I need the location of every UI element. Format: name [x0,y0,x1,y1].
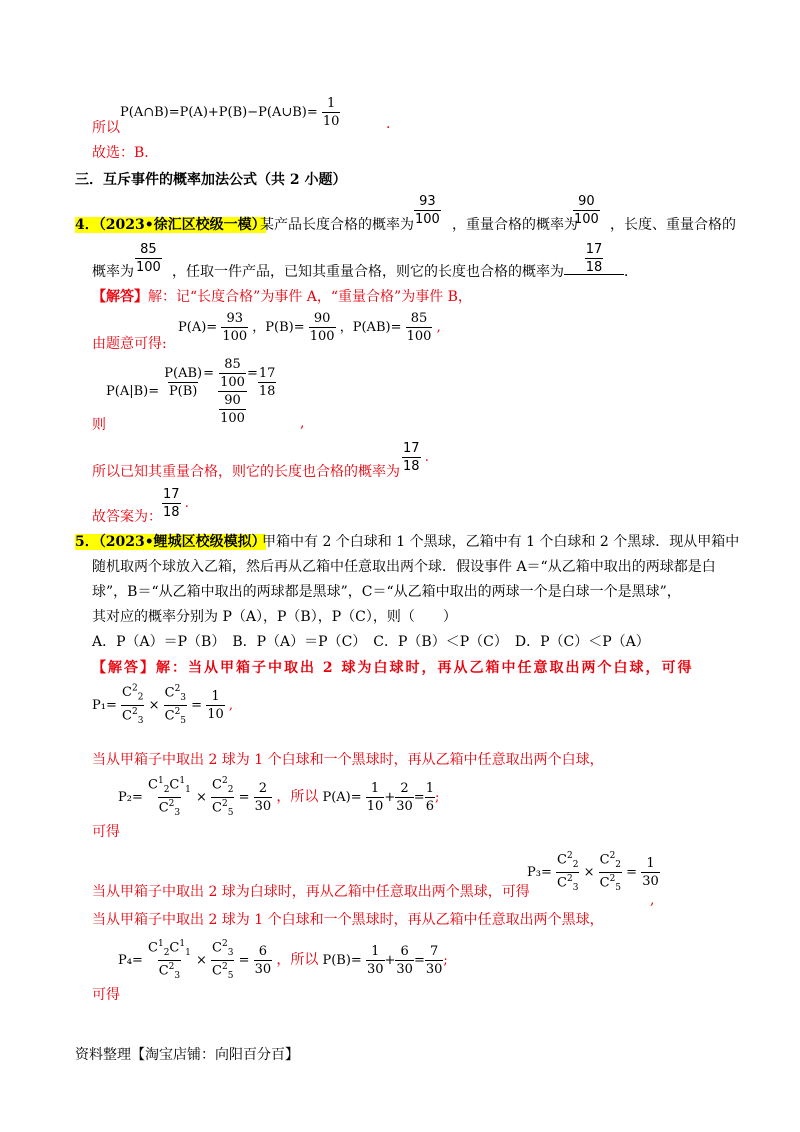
q4-given-label: 由题意可得: [92,336,167,352]
q4-tag: （2023•徐汇区校级一模） [98,217,266,233]
math-token: 2 [131,684,138,694]
q4-line1-b: ，重量合格的概率为 [452,217,578,233]
top-period: . [386,116,391,132]
q4-then-end: , [300,415,305,431]
q4-answer-label: 【解答】 [92,289,148,305]
den: 18 [163,505,180,520]
math-token: + [384,789,396,805]
q5-sol-label: 【解答】 [92,660,156,676]
q5-num: 5． [75,534,99,550]
q4-answer-line [92,287,472,307]
math-token: 3 [137,715,144,726]
math-token: C [557,852,567,868]
math-part [162,488,181,519]
times: × [148,697,160,713]
math-part [206,690,225,721]
num: 1 [327,96,336,111]
math-token: 3 [227,947,234,958]
math-token: 2 [609,851,616,861]
math-token: 2 [572,859,579,870]
math-part [163,367,203,398]
math-part [147,777,192,818]
math-token: 6 [258,943,268,959]
q4-line2-a: 概率为 [92,264,134,280]
q4-conditional-eq [106,358,276,425]
math-part [425,945,444,976]
q5-p3-end: , [650,892,655,908]
math-part [414,195,441,226]
math-part [211,940,234,981]
math-token: 6 [425,798,434,814]
nested-fraction [218,358,247,425]
q4-so-text: 所以已知其重量合格，则它的长度也合格的概率为 [92,464,400,480]
math-token: 30 [425,961,443,977]
cond-lhs: P(A|B)= [106,384,160,399]
math-token: 1 [185,784,191,795]
math-token: C [212,940,222,956]
q4-line1-a: 某产品长度合格的概率为 [260,217,414,233]
q4-given-eq [178,312,441,343]
math-part [425,782,435,813]
math-token: ; [443,952,448,968]
q5-case2: 当从甲箱子中取出 2 球为 1 个白球和一个黑球时，再从乙箱中任意取出两个白球， [92,752,604,768]
eq: = [246,366,258,381]
den: 18 [258,384,276,399]
math-token: 2 [221,961,228,972]
math-part [556,852,579,893]
math-part [158,960,181,981]
den: 10 [322,114,340,129]
q5-case3: 当从甲箱子中取出 2 球为白球时，再从乙箱中任意取出两个黑球，可得 [92,884,530,900]
math-part [366,782,385,813]
num: 85 [410,311,428,326]
num: 90 [578,194,595,209]
math-token: 3 [180,692,187,703]
num: 85 [224,357,241,372]
math-token: C [164,708,175,724]
math-token: 2 [221,939,228,949]
math-token: P₂= [118,789,143,805]
math-token: 1 [179,939,186,949]
q5-line3: 球”，B＝“从乙箱中取出的两球都是黑球”，C＝“从乙箱中取出的两球一个是白球一个是黑球”， [92,584,681,600]
p1-lhs: P₁= [92,697,117,713]
math-token: 1 [370,780,380,796]
math-token: = [626,864,638,880]
math-part [556,872,579,893]
math-token: 1 [157,776,164,786]
q4-num: 4． [75,217,99,233]
q5-solution-line [92,658,694,678]
math-token: 5 [227,807,234,818]
math-part [211,777,234,818]
math-token: 1 [371,943,380,959]
math-part [218,358,247,391]
math-part [599,852,622,893]
math-token: 2 [137,692,144,703]
math-token: 2 [400,780,409,796]
math-part [218,391,247,425]
den: 100 [415,212,440,227]
q5-tag-highlight [75,534,266,550]
math-token: C [212,777,222,793]
math-token: 30 [396,961,413,977]
q4-final-label: 故答案为： [92,509,162,525]
math-token: 3 [572,882,579,893]
math-token: ，所以 [276,788,319,805]
math-token: 1 [179,776,186,786]
q4-line1-c: ，长度、重量合格的 [610,217,736,233]
num: 93 [419,194,436,209]
math-token: 30 [254,798,272,814]
math-token: 2 [227,784,234,795]
math-token: P₄= [118,952,143,968]
eq: = [191,697,203,713]
math-part [221,312,248,343]
section-title: 三．互斥事件的概率加法公式（共 2 小题） [75,172,347,188]
q5-p4-label: 可得 [92,987,120,1003]
q4-final-frac [162,488,189,519]
math-token: P(B)= [322,952,362,968]
math-token: 5 [227,970,234,981]
q4-frac2 [573,195,600,226]
math-part [599,872,622,893]
math-token: 5 [615,882,622,893]
math-token: + [384,952,396,968]
math-token: P₃= [527,864,552,880]
den: 100 [309,329,335,344]
math-part [366,945,385,976]
math-token: 3 [174,807,181,818]
math-token: 2 [174,684,181,694]
math-token: 2 [174,706,181,717]
math-token: 30 [642,873,659,889]
math-part [395,945,414,976]
math-part [585,243,604,274]
q4-answer-text: 解：记“长度合格”为事件 A，“重量合格”为事件 B， [148,289,472,305]
den: 10 [207,706,224,722]
math-token: = [413,952,425,968]
math-token: C [148,777,158,793]
pa-lhs: P(A)= [178,320,218,335]
den: 100 [222,329,248,344]
math-token: 2 [221,798,228,809]
math-token: 1 [425,780,434,796]
math-part [219,358,246,389]
q5-case4: 当从甲箱子中取出 2 球为 1 个白球和一个黑球时，再从乙箱中任意取出两个黑球， [92,912,604,928]
num: P(AB) [164,366,203,381]
math-token: 2 [566,873,573,884]
q4-so-frac [402,442,429,473]
math-token: 1 [157,939,164,949]
math-token: ，所以 [276,951,319,968]
math-token: 6 [400,943,409,959]
q4-line2-b: ，任取一件产品，已知其重量合格，则它的长度也合格的概率为 [172,264,564,280]
math-token: 30 [366,961,384,977]
math-token: 2 [221,776,228,786]
math-token: C [169,777,180,793]
q4-line1 [75,215,266,235]
end: , [228,697,234,713]
math-part [147,940,192,981]
num: 90 [224,393,241,408]
math-token: C [212,800,222,816]
math-part [211,940,234,960]
num: 85 [140,242,157,257]
math-token: 2 [163,784,170,795]
pab-lhs: ，P(AB)= [339,320,402,335]
q4-answer-blank [564,243,624,275]
end: . [424,450,429,465]
num: 90 [313,311,331,326]
num: 1 [211,688,220,704]
math-part [121,685,144,726]
math-token: 2 [258,780,268,796]
math-token: 2 [168,961,175,972]
c-2-2 [122,684,144,703]
q5-line2: 随机取两个球放入乙箱，然后再从乙箱中任意取出两个球．假设事件 A＝“从乙箱中取出的两球都是白 [92,559,716,575]
math-part [121,685,144,705]
math-part [599,852,622,872]
math-part [254,782,273,813]
q5-line1: 甲箱中有 2 个白球和 1 个黑球，乙箱中有 1 个白球和 2 个黑球．现从甲箱中 [262,534,740,550]
math-part [211,777,234,797]
math-token: 10 [366,798,384,814]
math-part [219,394,246,425]
top-so-label: 所以 [92,120,120,136]
math-token: C [122,708,132,724]
math-part [258,367,277,398]
math-token: × [195,789,207,805]
den: 100 [406,329,432,344]
math-token: C [158,963,169,979]
pab-end: , [436,320,441,335]
math-token: C [169,940,180,956]
math-token: ; [434,789,440,805]
num: 17 [585,242,603,257]
math-token: = [238,952,250,968]
top-equation [120,97,340,128]
pb-lhs: ，P(B)= [252,320,305,335]
eq: = [203,366,214,381]
q4-frac3 [135,243,162,274]
q5-p4-eq [118,940,448,981]
math-token: 1 [185,947,191,958]
math-token: 2 [163,947,170,958]
num: 93 [226,311,243,326]
math-token: C [599,875,610,891]
math-token: 3 [174,970,181,981]
math-token: = [413,789,425,805]
math-part [402,442,421,473]
q5-p3-eq [527,852,660,893]
q4-line2-end: ． [624,264,638,280]
den: 100 [136,260,161,275]
math-token: = [238,789,250,805]
math-part [641,857,660,888]
math-token: 30 [254,961,272,977]
num: 17 [163,487,180,502]
math-token: × [195,952,207,968]
q5-sol1: 解：当从甲箱子中取出 2 球为白球时，再从乙箱中任意取出两个白球，可得 [156,660,694,676]
top-eq-lhs: P(A∩B)=P(A)+P(B)−P(A∪B)= [120,105,318,120]
math-token: C [164,685,175,701]
math-token: 30 [396,798,413,814]
math-token: C [212,963,222,979]
math-part [211,960,234,981]
math-part [158,797,181,818]
q4-then-label: 则 [92,417,106,433]
den: 100 [574,212,599,227]
q5-options: A．P（A）＝P（B） B．P（A）＝P（C） C．P（B）＜P（C） D．P（C）＜P（A） [92,634,650,650]
q5-tag: （2023•鲤城区校级模拟） [98,534,266,550]
math-token: 1 [646,855,655,871]
math-part [556,852,579,872]
math-part [309,312,336,343]
math-token: C [148,940,158,956]
math-part [211,797,234,818]
den: 100 [220,375,245,390]
q5-p2-label: 可得 [92,824,120,840]
math-token: 2 [168,798,175,809]
math-token: 2 [609,873,616,884]
math-token: 2 [131,706,138,717]
den: 18 [585,260,603,275]
math-token: C [557,875,567,891]
math-part [147,777,192,797]
math-token: 7 [429,943,439,959]
q5-p2-eq [118,777,439,818]
num: 17 [403,441,420,456]
math-token: C [158,800,169,816]
q5-p1-eq [92,685,233,726]
num: 17 [258,366,276,381]
math-part [164,685,187,726]
math-part [254,945,273,976]
den: P(B) [168,384,198,399]
math-token: × [583,864,595,880]
q4-tag-highlight [75,217,266,233]
den: 100 [220,411,245,426]
math-part [573,195,600,226]
top-eq-fraction [322,97,341,128]
math-token: 2 [615,859,622,870]
math-token: C [599,852,610,868]
q5-line4: 其对应的概率分别为 P（A），P（B），P（C），则（ ） [92,609,457,625]
math-token: P(A)= [322,789,362,805]
q5-tag-line [75,532,266,552]
top-choose: 故选：B. [92,145,149,161]
math-part [164,705,187,726]
math-part [147,940,192,960]
math-part [395,782,414,813]
math-part [135,243,162,274]
q4-frac1 [414,195,441,226]
math-part [406,312,433,343]
den: 18 [403,459,420,474]
math-token: C [122,685,132,701]
math-token: 2 [566,851,573,861]
end: . [184,496,189,511]
math-token: 5 [180,715,187,726]
footer-text: 资料整理【淘宝店铺：向阳百分百】 [75,1047,299,1063]
math-part [121,705,144,726]
math-part [164,685,187,705]
